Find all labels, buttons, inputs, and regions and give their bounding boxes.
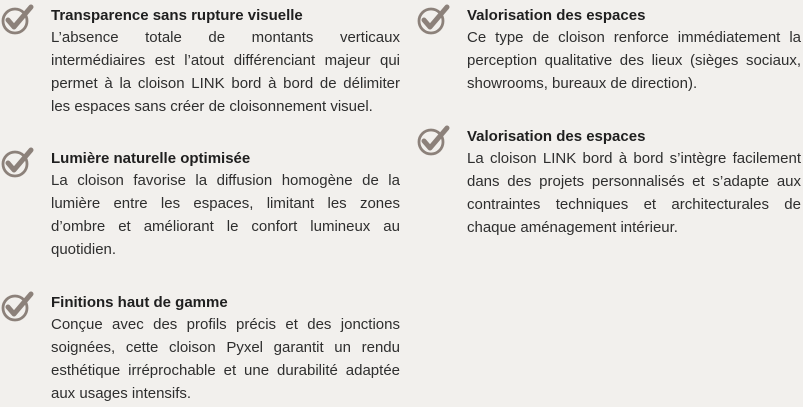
feature-title: Finitions haut de gamme [51,294,228,311]
feature-title: Lumière naturelle optimisée [51,150,251,167]
feature-description: La cloison favorise la diffusion homogène de la lumière entre les espaces, limitant les zones d’ombre et améliorant le confort lumineux au quotidien. [51,172,400,258]
feature-description: La cloison LINK bord à bord s’intègre facilement dans des projets personnalisés et s’adapte aux contraintes techniques et architecturales de chaque aménagement intérieur. [467,150,801,236]
feature-title: Valorisation des espaces [467,7,646,24]
feature-description: L’absence totale de montants verticaux intermédiaires est l’atout différenciant majeur qui permet à la cloison LINK bord à bord de délimiter les espaces sans créer de cloisonnement visuel. [51,29,400,115]
feature-description: Conçue avec des profils précis et des jonctions soignées, cette cloison Pyxel garantit un rendu esthétique irréprochable et une durabilité adaptée aux usages intensifs. [51,316,400,402]
feature-title: Valorisation des espaces [467,128,646,145]
check-circle-icon [0,146,34,178]
feature-description: Ce type de cloison renforce immédiatement la perception qualitative des lieux (sièges sociaux, showrooms, bureaux de direction). [467,29,801,92]
check-circle-icon [416,124,450,156]
check-circle-icon [416,3,450,35]
feature-title: Transparence sans rupture visuelle [51,7,303,24]
check-circle-icon [0,3,34,35]
check-circle-icon [0,290,34,322]
